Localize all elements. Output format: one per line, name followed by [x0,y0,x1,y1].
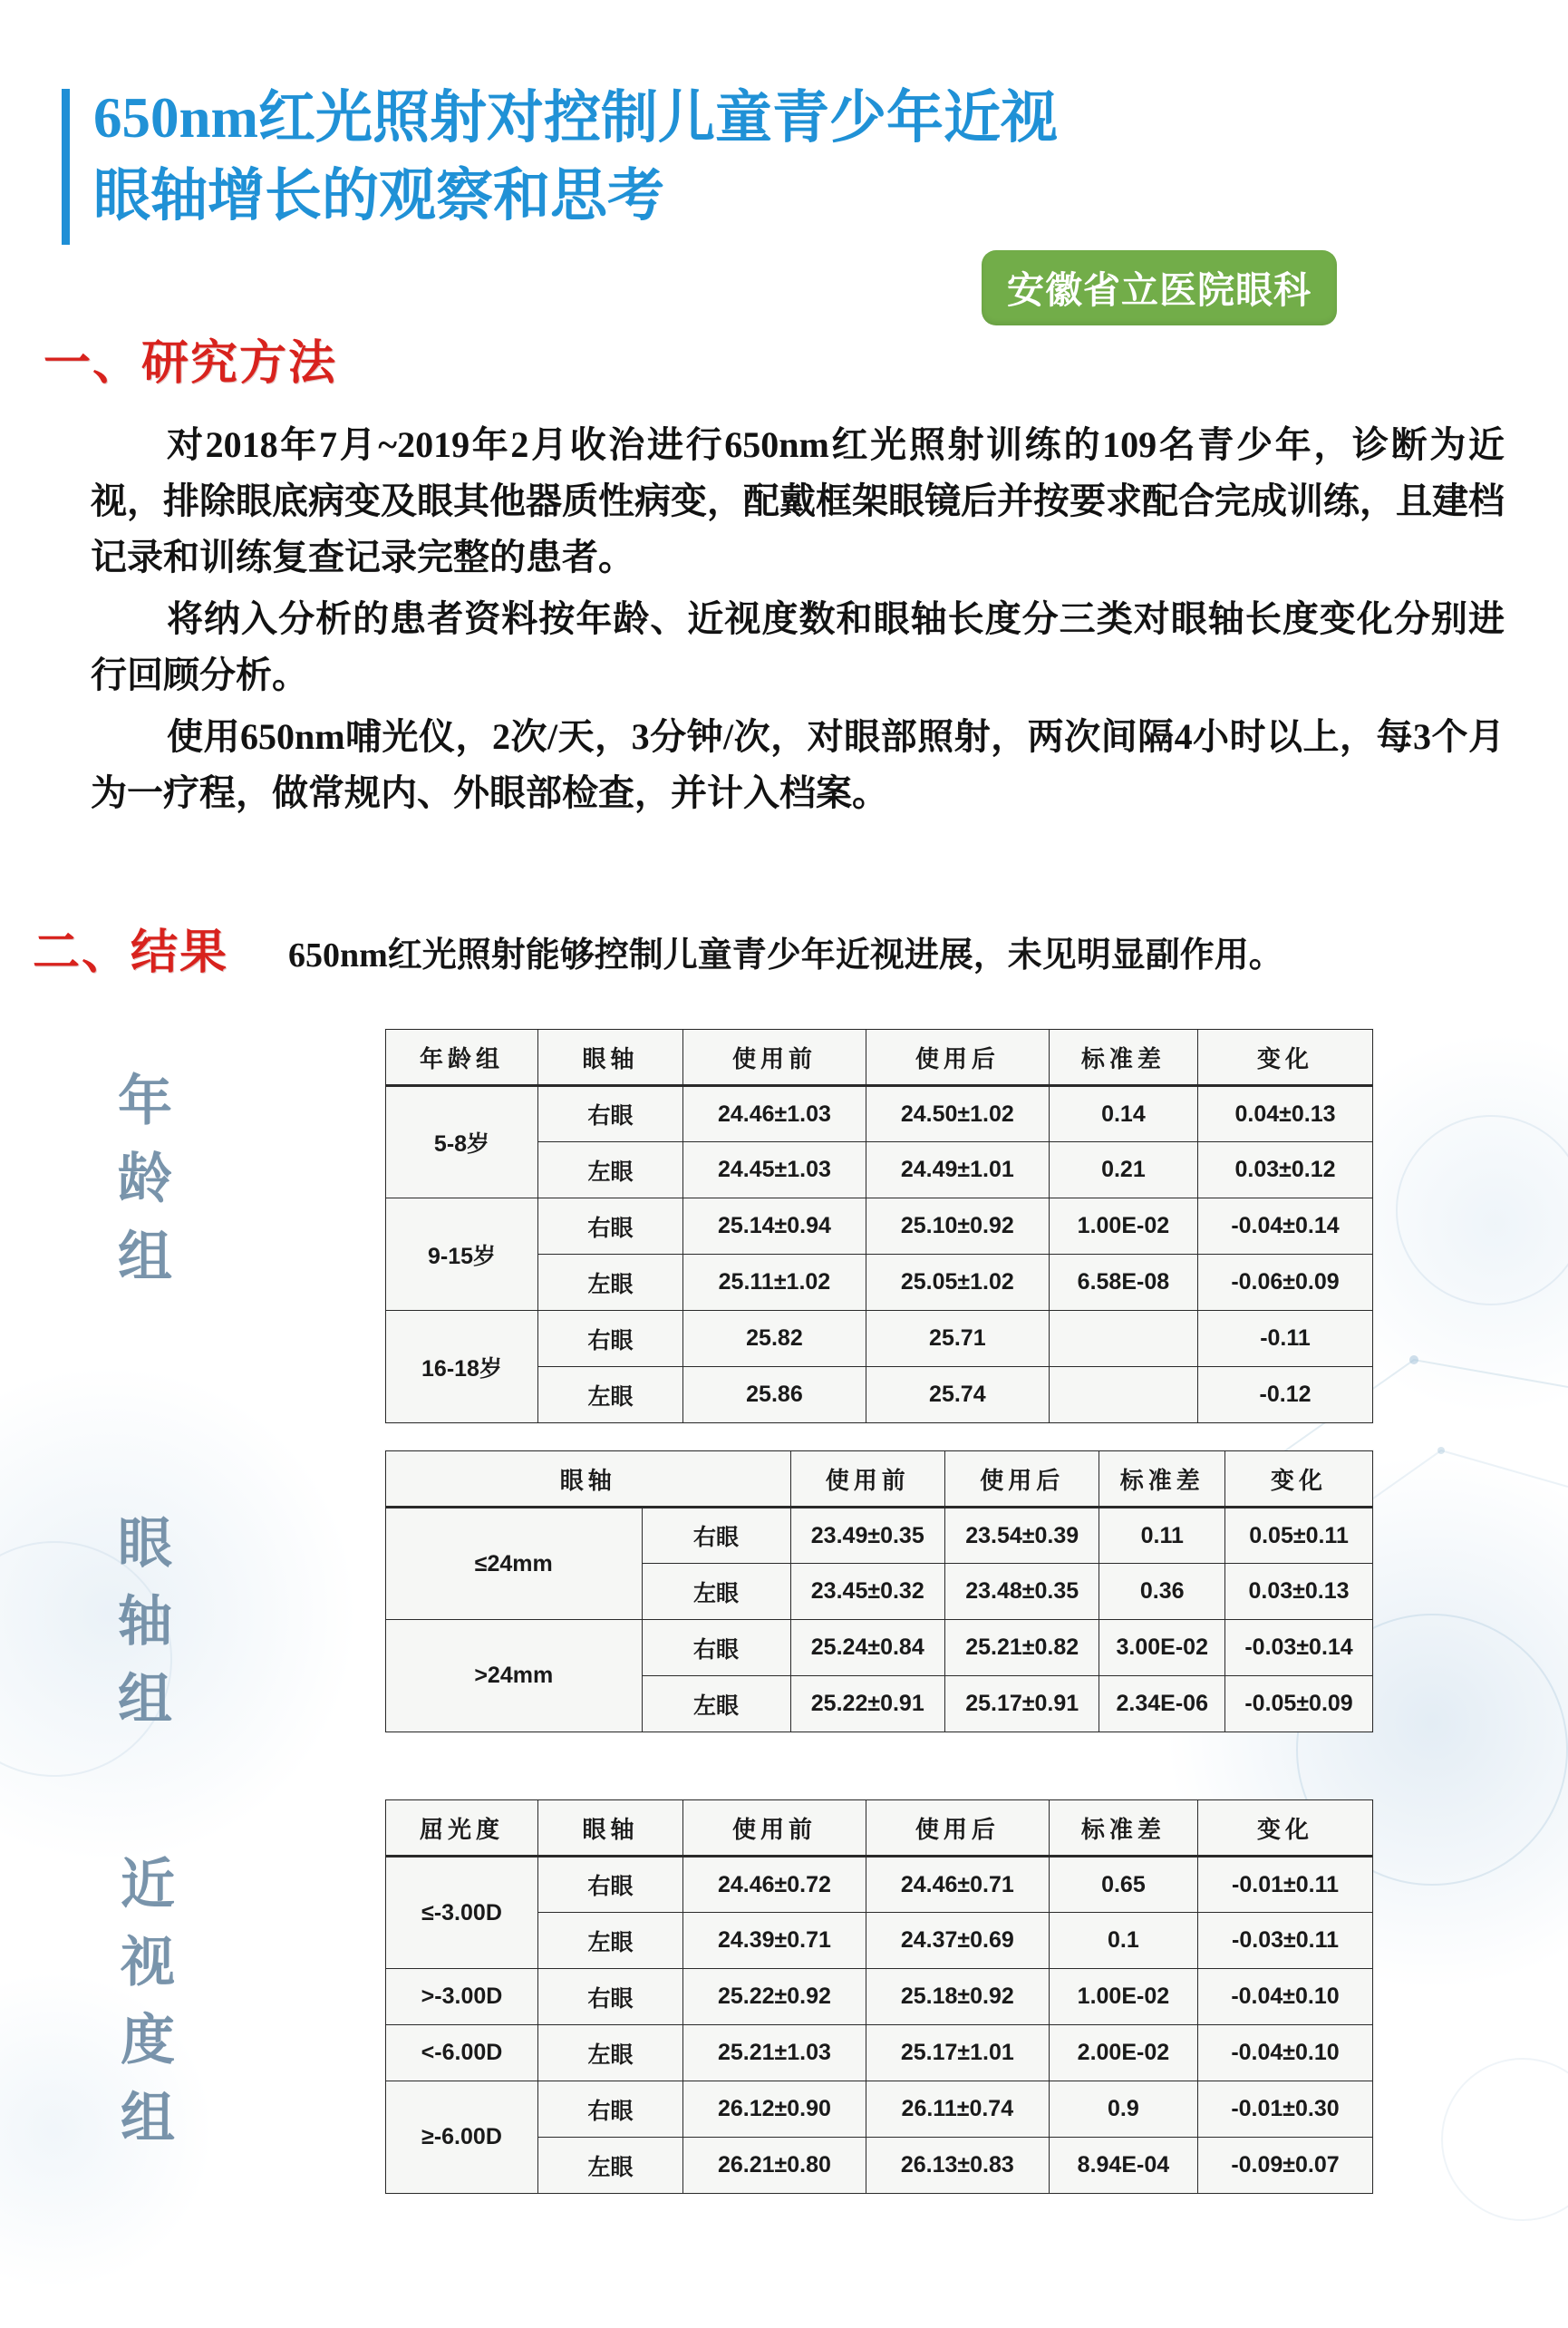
change-cell: 0.05±0.11 [1225,1508,1373,1564]
group-label-cell: ≥-6.00D [386,2081,538,2194]
change-cell: -0.04±0.14 [1198,1198,1373,1255]
column-header: 屈光度 [386,1800,538,1857]
group-label-cell: ≤-3.00D [386,1857,538,1969]
table-header-row [386,1800,1373,1857]
table-row [386,1508,1373,1564]
eye-cell: 右眼 [538,1198,683,1255]
sd-cell [1049,1367,1197,1423]
change-cell: -0.04±0.10 [1198,1969,1373,2025]
change-cell: -0.12 [1198,1367,1373,1423]
after-cell: 25.05±1.02 [866,1255,1049,1311]
eye-cell: 左眼 [642,1676,790,1732]
column-header: 标准差 [1049,1030,1197,1086]
sd-cell: 1.00E-02 [1049,1969,1197,2025]
table-row [386,1311,1373,1367]
after-cell: 24.46±0.71 [866,1857,1049,1913]
column-header: 使用后 [866,1030,1049,1086]
table-row [386,1086,1373,1142]
eye-cell: 左眼 [642,1564,790,1620]
myopia-group-table [385,1799,1373,2194]
before-cell: 26.21±0.80 [683,2138,866,2194]
column-header: 眼轴 [386,1451,791,1508]
before-cell: 25.86 [683,1367,866,1423]
after-cell: 25.74 [866,1367,1049,1423]
change-cell: -0.01±0.30 [1198,2081,1373,2138]
column-header: 使用前 [683,1030,866,1086]
paragraph: 对2018年7月~2019年2月收治进行650nm红光照射训练的109名青少年，诊断为近视，排除眼底病变及眼其他器质性病变，配戴框架眼镜后并按要求配合完成训练，且建档记录和训练复查记录完整的患者。 [91,424,1505,577]
after-cell: 25.71 [866,1311,1049,1367]
group-label-cell: >-3.00D [386,1969,538,2025]
sd-cell: 2.34E-06 [1099,1676,1225,1732]
change-cell: -0.03±0.14 [1225,1620,1373,1676]
sd-cell: 0.1 [1049,1913,1197,1969]
before-cell: 24.46±1.03 [683,1086,866,1142]
sd-cell: 0.9 [1049,2081,1197,2138]
after-cell: 26.11±0.74 [866,2081,1049,2138]
after-cell: 25.10±0.92 [866,1198,1049,1255]
institution-badge: 安徽省立医院眼科 [982,250,1337,325]
axial-group-table [385,1450,1373,1732]
after-cell: 26.13±0.83 [866,2138,1049,2194]
column-header: 变化 [1225,1451,1373,1508]
column-header: 使用前 [790,1451,944,1508]
group-label-cell: 16-18岁 [386,1311,538,1423]
sd-cell: 0.14 [1049,1086,1197,1142]
before-cell: 25.24±0.84 [790,1620,944,1676]
method-body [91,417,1505,827]
group-label-age: 年龄组 [111,1072,170,1305]
group-label-myopia: 近视度组 [113,1855,173,2167]
change-cell: -0.03±0.11 [1198,1913,1373,1969]
change-cell: -0.11 [1198,1311,1373,1367]
page-title-line2: 眼轴增长的观察和思考 [93,163,664,228]
eye-cell: 左眼 [538,1367,683,1423]
table-row [386,1969,1373,2025]
change-cell: -0.09±0.07 [1198,2138,1373,2194]
sd-cell: 0.21 [1049,1142,1197,1198]
eye-cell: 右眼 [538,1857,683,1913]
column-header: 使用后 [944,1451,1099,1508]
age-group-table-wrapper [385,1029,1373,1423]
group-label-cell: 5-8岁 [386,1086,538,1198]
poster-header [62,80,1512,245]
after-cell: 25.18±0.92 [866,1969,1049,2025]
group-label-axial: 眼轴组 [111,1514,170,1748]
section-heading-result: 二、结果 [33,927,229,979]
eye-cell: 左眼 [538,1255,683,1311]
after-cell: 23.48±0.35 [944,1564,1099,1620]
sd-cell: 0.65 [1049,1857,1197,1913]
change-cell: -0.04±0.10 [1198,2025,1373,2081]
change-cell: 0.03±0.12 [1198,1142,1373,1198]
paragraph: 将纳入分析的患者资料按年龄、近视度数和眼轴长度分三类对眼轴长度变化分别进行回顾分析。 [91,598,1505,695]
change-cell: 0.04±0.13 [1198,1086,1373,1142]
eye-cell: 左眼 [538,1913,683,1969]
eye-cell: 右眼 [642,1508,790,1564]
sd-cell: 0.36 [1099,1564,1225,1620]
decorative-circle [1396,1115,1568,1305]
title-accent-bar [62,89,70,245]
change-cell: -0.05±0.09 [1225,1676,1373,1732]
after-cell: 25.21±0.82 [944,1620,1099,1676]
before-cell: 25.22±0.92 [683,1969,866,2025]
column-header: 眼轴 [538,1800,683,1857]
eye-cell: 左眼 [538,2138,683,2194]
before-cell: 24.46±0.72 [683,1857,866,1913]
eye-cell: 右眼 [642,1620,790,1676]
after-cell: 24.50±1.02 [866,1086,1049,1142]
before-cell: 25.21±1.03 [683,2025,866,2081]
after-cell: 25.17±0.91 [944,1676,1099,1732]
after-cell: 24.49±1.01 [866,1142,1049,1198]
title-wrapper [62,80,1512,245]
before-cell: 25.22±0.91 [790,1676,944,1732]
eye-cell: 右眼 [538,1311,683,1367]
eye-cell: 右眼 [538,1086,683,1142]
before-cell: 25.14±0.94 [683,1198,866,1255]
column-header: 使用前 [683,1800,866,1857]
column-header: 变化 [1198,1030,1373,1086]
page-title-line1: 650nm红光照射对控制儿童青少年近视 [93,86,1059,150]
before-cell: 24.45±1.03 [683,1142,866,1198]
before-cell: 23.45±0.32 [790,1564,944,1620]
after-cell: 25.17±1.01 [866,2025,1049,2081]
column-header: 年龄组 [386,1030,538,1086]
table-row [386,2081,1373,2138]
sd-cell: 6.58E-08 [1049,1255,1197,1311]
column-header: 使用后 [866,1800,1049,1857]
eye-cell: 右眼 [538,2081,683,2138]
change-cell: 0.03±0.13 [1225,1564,1373,1620]
column-header: 标准差 [1099,1451,1225,1508]
eye-cell: 右眼 [538,1969,683,2025]
column-header: 标准差 [1049,1800,1197,1857]
group-label-cell: ≤24mm [386,1508,643,1620]
column-header: 变化 [1198,1800,1373,1857]
sd-cell: 8.94E-04 [1049,2138,1197,2194]
after-cell: 24.37±0.69 [866,1913,1049,1969]
sd-cell: 2.00E-02 [1049,2025,1197,2081]
group-label-cell: <-6.00D [386,2025,538,2081]
group-label-cell: 9-15岁 [386,1198,538,1311]
table-header-row [386,1030,1373,1086]
axial-group-table-wrapper [385,1450,1373,1732]
result-lead-text: 650nm红光照射能够控制儿童青少年近视进展，未见明显副作用。 [288,936,1283,975]
decorative-circle [1441,2058,1568,2221]
eye-cell: 左眼 [538,2025,683,2081]
before-cell: 23.49±0.35 [790,1508,944,1564]
before-cell: 26.12±0.90 [683,2081,866,2138]
column-header: 眼轴 [538,1030,683,1086]
table-row [386,2025,1373,2081]
group-label-cell: >24mm [386,1620,643,1732]
sd-cell [1049,1311,1197,1367]
change-cell: -0.06±0.09 [1198,1255,1373,1311]
sd-cell: 3.00E-02 [1099,1620,1225,1676]
paragraph: 使用650nm哺光仪，2次/天，3分钟/次，对眼部照射，两次间隔4小时以上，每3个月为一疗程，做常规内、外眼部检查，并计入档案。 [91,716,1505,813]
section-heading-method: 一、研究方法 [44,338,338,390]
myopia-group-table-wrapper [385,1799,1373,2194]
table-row [386,1198,1373,1255]
before-cell: 25.11±1.02 [683,1255,866,1311]
sd-cell: 1.00E-02 [1049,1198,1197,1255]
table-row [386,1620,1373,1676]
change-cell: -0.01±0.11 [1198,1857,1373,1913]
page-title [93,80,1058,235]
age-group-table [385,1029,1373,1423]
before-cell: 25.82 [683,1311,866,1367]
eye-cell: 左眼 [538,1142,683,1198]
sd-cell: 0.11 [1099,1508,1225,1564]
table-header-row [386,1451,1373,1508]
table-row [386,1857,1373,1913]
after-cell: 23.54±0.39 [944,1508,1099,1564]
before-cell: 24.39±0.71 [683,1913,866,1969]
